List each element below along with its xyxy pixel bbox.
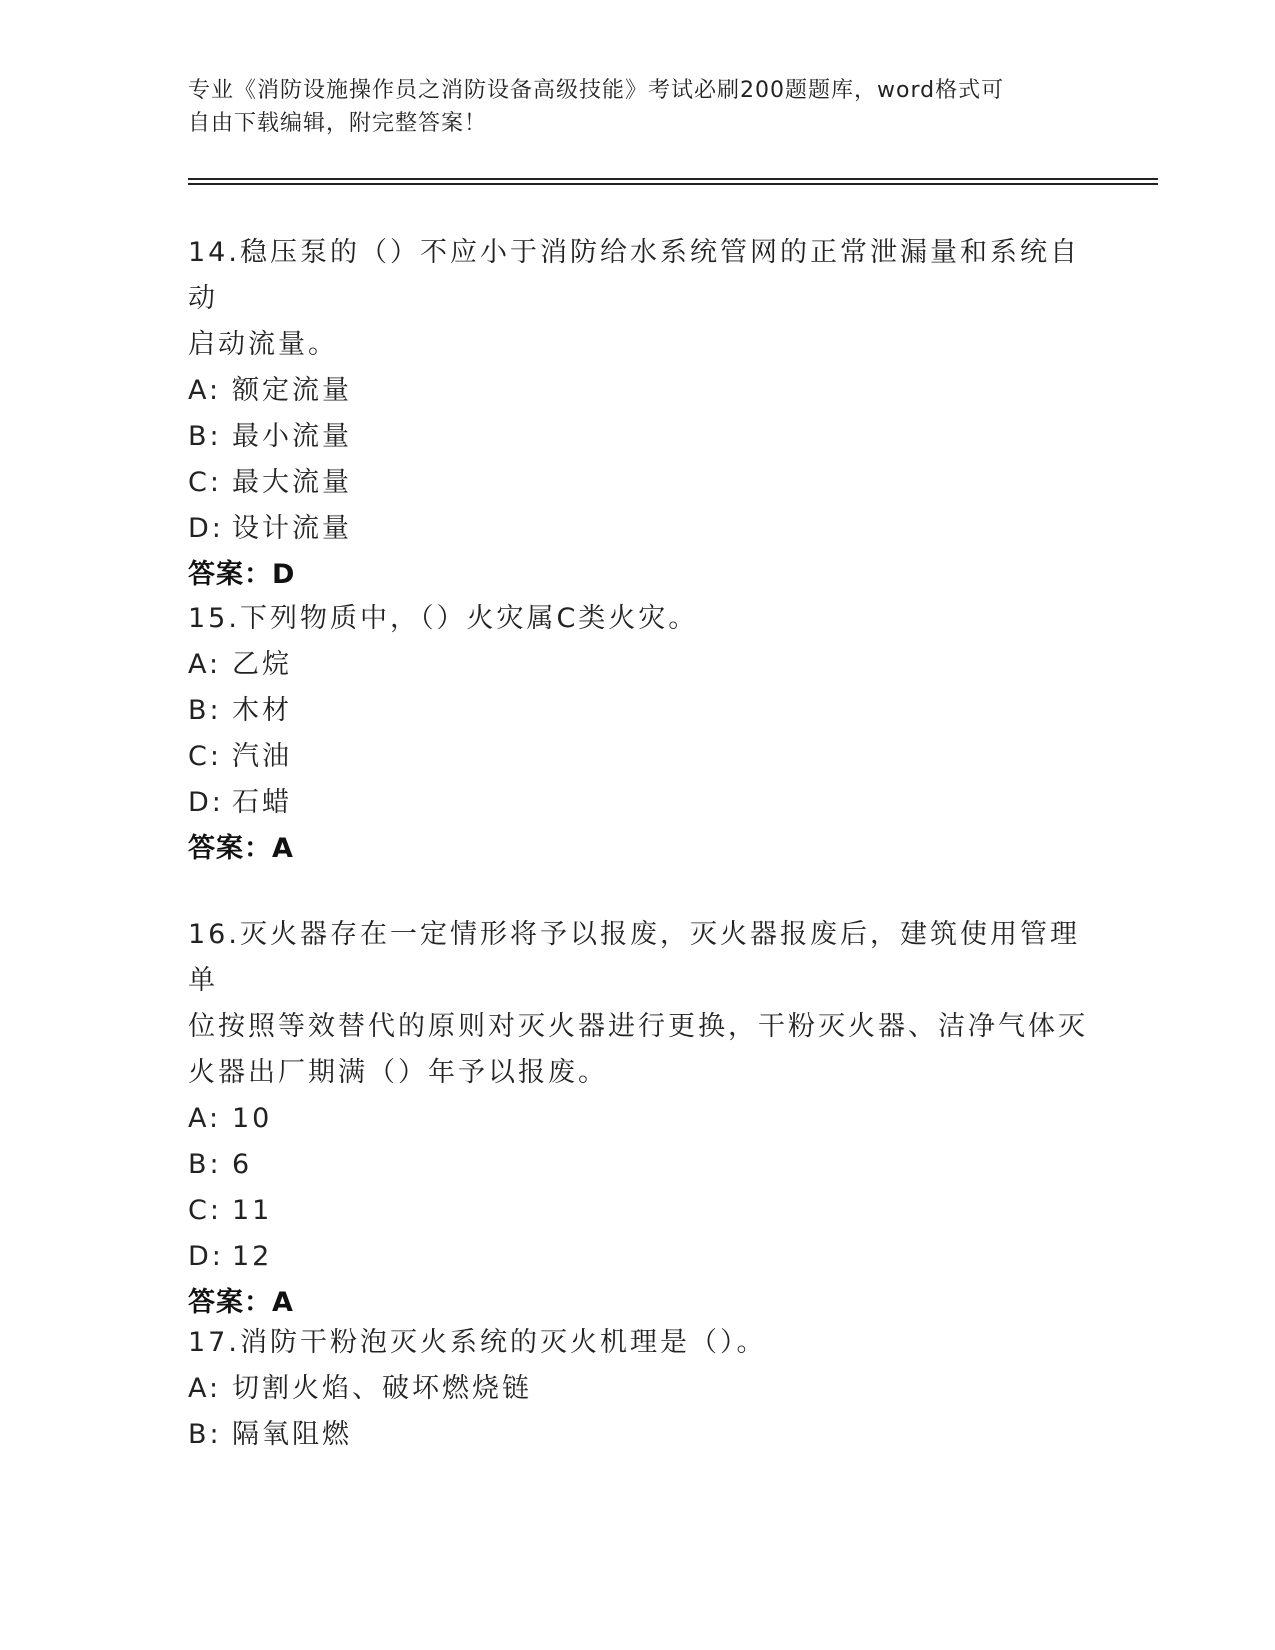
- option-key: B:: [188, 1149, 222, 1180]
- option-d: [188, 506, 1088, 552]
- option-key: D:: [188, 787, 224, 818]
- option-a: [188, 368, 1088, 414]
- option-c: [188, 460, 1088, 506]
- option-text: 汽油: [232, 741, 292, 772]
- option-key: C:: [188, 1195, 222, 1226]
- option-c: [188, 734, 1088, 780]
- header-line-1: 专业《消防设施操作员之消防设备高级技能》考试必刷200题题库，word格式可: [188, 78, 1005, 103]
- option-text: 隔氧阻燃: [232, 1419, 352, 1450]
- option-key: C:: [188, 467, 222, 498]
- option-text: 11: [232, 1195, 273, 1226]
- option-text: 石蜡: [232, 787, 292, 818]
- answer-label: 答案：A: [188, 1287, 294, 1318]
- option-text: 乙烷: [232, 649, 292, 680]
- option-key: B:: [188, 421, 222, 452]
- option-text: 设计流量: [232, 513, 352, 544]
- option-key: D:: [188, 1241, 224, 1272]
- option-key: B:: [188, 1419, 222, 1450]
- question-stem-line: 17.消防干粉泡灭火系统的灭火机理是（）。: [188, 1327, 767, 1358]
- question-stem-line: 16.灭火器存在一定情形将予以报废，灭火器报废后，建筑使用管理单: [188, 919, 1080, 996]
- header-divider-top: [188, 178, 1158, 180]
- option-text: 10: [232, 1103, 273, 1134]
- option-c: [188, 1188, 1088, 1234]
- option-key: B:: [188, 695, 222, 726]
- option-text: 6: [232, 1149, 253, 1180]
- option-b: [188, 1412, 1088, 1458]
- header-line-2: 自由下载编辑，附完整答案！: [188, 111, 488, 136]
- option-text: 12: [232, 1241, 273, 1272]
- option-key: A:: [188, 375, 222, 406]
- question-stem-line: 14.稳压泵的（）不应小于消防给水系统管网的正常泄漏量和系统自动: [188, 237, 1080, 314]
- question-17: [188, 1320, 1088, 1458]
- option-d: [188, 1234, 1088, 1280]
- option-key: A:: [188, 1103, 222, 1134]
- option-key: D:: [188, 513, 224, 544]
- answer-label: 答案：A: [188, 833, 294, 864]
- question-15: [188, 596, 1088, 872]
- option-key: A:: [188, 1373, 222, 1404]
- option-b: [188, 688, 1088, 734]
- question-stem-line: 启动流量。: [188, 329, 338, 360]
- option-d: [188, 780, 1088, 826]
- question-16: [188, 912, 1088, 1326]
- option-b: [188, 414, 1088, 460]
- option-text: 最小流量: [232, 421, 352, 452]
- option-key: C:: [188, 741, 222, 772]
- answer-label: 答案：D: [188, 559, 296, 590]
- option-key: A:: [188, 649, 222, 680]
- question-14: [188, 230, 1088, 598]
- option-a: [188, 642, 1088, 688]
- option-text: 额定流量: [232, 375, 352, 406]
- question-stem-line: 15.下列物质中，（）火灾属C类火灾。: [188, 603, 699, 634]
- question-stem-line: 火器出厂期满（）年予以报废。: [188, 1057, 608, 1088]
- option-a: [188, 1096, 1088, 1142]
- option-a: [188, 1366, 1088, 1412]
- question-stem-line: 位按照等效替代的原则对灭火器进行更换，干粉灭火器、洁净气体灭: [188, 1011, 1088, 1042]
- document-header: [188, 74, 1068, 140]
- option-text: 最大流量: [232, 467, 352, 498]
- header-divider-bottom: [188, 183, 1158, 185]
- option-b: [188, 1142, 1088, 1188]
- option-text: 木材: [232, 695, 292, 726]
- option-text: 切割火焰、破坏燃烧链: [232, 1373, 532, 1404]
